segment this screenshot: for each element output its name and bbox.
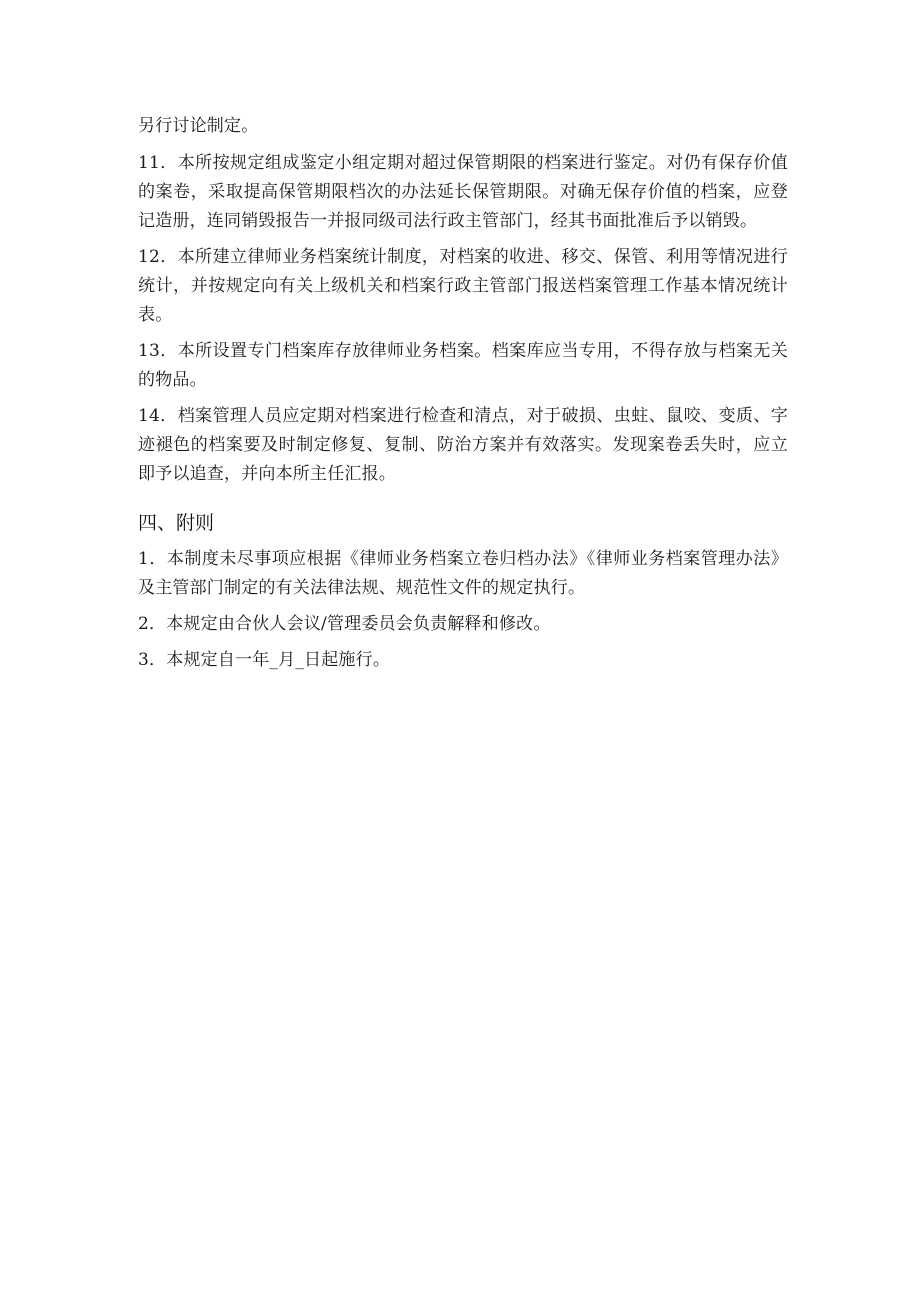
appendix-clause-2: 2．本规定由合伙人会议/管理委员会负责解释和修改。 — [138, 614, 551, 634]
section-four-items — [138, 545, 788, 675]
document-page — [138, 112, 788, 682]
clause-13: 13．本所设置专门档案库存放律师业务档案。档案库应当专用，不得存放与档案无关的物品。 — [138, 341, 788, 390]
appendix-clause-3: 3．本规定自一年_月_日起施行。 — [138, 650, 391, 670]
clause-12: 12．本所建立律师业务档案统计制度，对档案的收进、移交、保管、利用等情况进行统计，并按规定向有关上级机关和档案行政主管部门报送档案管理工作基本情况统计表。 — [138, 247, 788, 325]
clause-14: 14．档案管理人员应定期对档案进行检查和清点，对于破损、虫蛀、鼠咬、变质、字迹褪色的档案要及时制定修复、复制、防治方案并有效落实。发现案卷丢失时，应立即予以追查，并向本所主任汇报。 — [138, 406, 788, 484]
section-three-items — [138, 149, 788, 489]
clause-11: 11．本所按规定组成鉴定小组定期对超过保管期限的档案进行鉴定。对仍有保存价值的案卷，采取提高保管期限档次的办法延长保管期限。对确无保存价值的档案，应登记造册，连同销毁报告一并报同级司法行政主管部门，经其书面批准后予以销毁。 — [138, 153, 788, 231]
continuation-text: 另行讨论制定。 — [138, 116, 259, 136]
section-four-heading: 四、附则 — [138, 512, 215, 534]
appendix-clause-1: 1．本制度未尽事项应根据《律师业务档案立卷归档办法》《律师业务档案管理办法》及主管部门制定的有关法律法规、规范性文件的规定执行。 — [138, 549, 788, 598]
